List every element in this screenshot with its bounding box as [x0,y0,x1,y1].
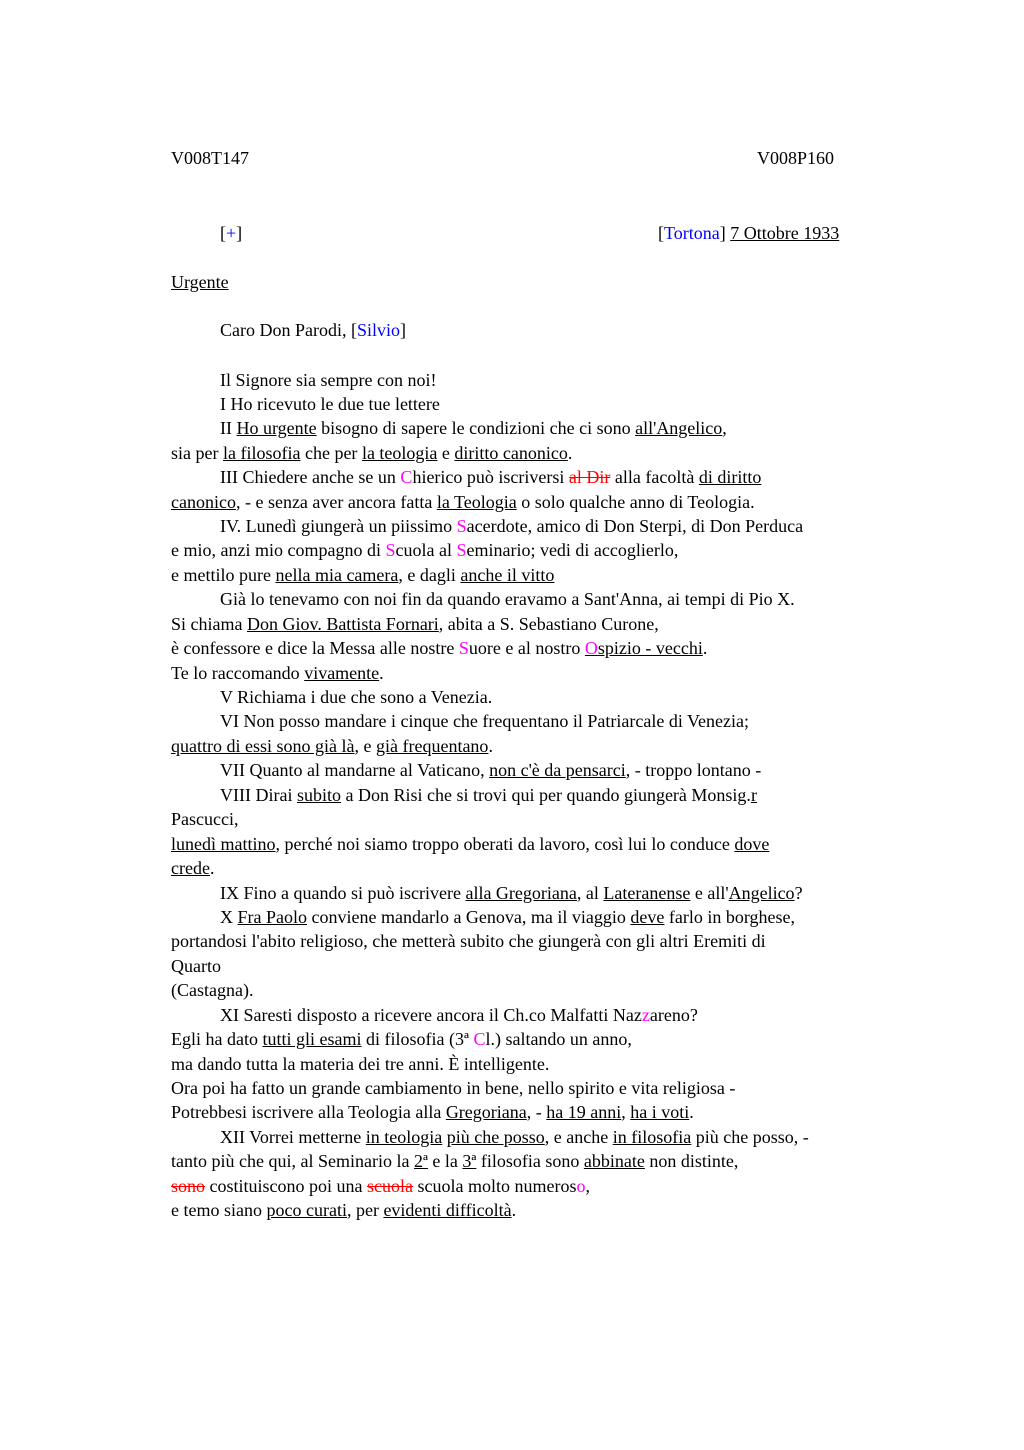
text-run: , e dagli [398,565,461,585]
body-line [171,734,493,758]
inserted-letter: S [456,540,467,560]
text-run: che per [300,443,362,463]
text-run: di filosofia (3ª [361,1029,474,1049]
text-run: , - [526,1102,547,1122]
text-run: Te lo raccomando [171,663,305,683]
body-line [171,636,707,660]
body-line [220,1125,809,1149]
text-run: e mettilo pure [171,565,276,585]
text-run: , al [576,883,604,903]
underlined-run: vivamente [304,663,380,683]
body-line [171,538,678,562]
underlined-run: anche il vitto [460,565,555,585]
underlined-run: Don Giov. Battista Fornari [246,614,439,634]
underlined-run: non c'è da pensarci [489,760,626,780]
urgent-note: Urgente [171,272,229,292]
text-run: . [702,638,708,658]
body-line [171,441,572,465]
deleted-text: sono [171,1176,206,1196]
underlined-run: all'Angelico [635,418,723,438]
text-run: e all' [690,883,729,903]
body-line [171,1198,516,1222]
text-run: , - e senza aver ancora fatta [235,492,437,512]
inserted-letter: S [385,540,396,560]
body-line [220,514,803,538]
text-run: III Chiedere anche se un [220,467,401,487]
underlined-run: Fra Paolo [237,907,307,927]
body-line [171,856,214,880]
text-run: uore e al nostro [468,638,585,658]
text-run: . [689,1102,694,1122]
text-run: è confessore e dice la Messa alle nostre [171,638,459,658]
body-line [171,563,554,587]
text-run: costituiscono poi una [205,1176,367,1196]
text-run: , - troppo lontano - [625,760,762,780]
text-run: e mio, anzi mio compagno di [171,540,386,560]
underlined-run: Ho urgente [236,418,317,438]
text-run: farlo in borghese, [664,907,796,927]
text-run: tanto più che qui, al Seminario la [171,1151,414,1171]
body-line [171,1100,694,1124]
text-run: eminario; vedi di accoglierlo, [466,540,679,560]
body-line: ma dando tutta la materia dei tre anni. È intelligente. [171,1054,550,1074]
underlined-run: 2ª [413,1151,428,1171]
body-line [220,783,757,807]
underlined-run: la Teologia [436,492,517,512]
text-run: più che posso, - [691,1127,809,1147]
body-line: portandosi l'abito religioso, che metterà subito che giungerà con gli altri Eremiti di [171,931,766,951]
text-run: , [722,418,727,438]
text-run: , [585,1176,590,1196]
body-line: I Ho ricevuto le due tue lettere [220,394,440,414]
inserted-letter: S [458,638,469,658]
underlined-run: ha i voti [630,1102,690,1122]
underlined-run: Gregoriana [445,1102,527,1122]
dateline: [Tortona] 7 Ottobre 1933 [658,223,840,243]
text-run: XI Saresti disposto a ricevere ancora il Ch.co Malfatti Naz [220,1005,642,1025]
salutation-text: Caro Don Parodi, [220,320,351,340]
underlined-run: diritto canonico [454,443,568,463]
text-run: . [488,736,493,756]
dateline-place: Tortona [664,223,720,243]
underlined-run: tutti gli esami [262,1029,362,1049]
text-run: a Don Risi che si trovi qui per quando giungerà Monsig. [340,785,751,805]
inserted-letter: O [584,638,598,658]
body-line [171,490,755,514]
salutation: Caro Don Parodi, [Silvio] [220,320,406,340]
underlined-run: spizio - vecchi [597,638,703,658]
archive-code-right: V008P160 [757,148,835,168]
body-line: Il Signore sia sempre con noi! [220,370,437,390]
text-run: IX Fino a quando si può iscrivere [220,883,466,903]
underlined-run: in teologia [365,1127,443,1147]
archive-code-left: V008T147 [171,148,249,168]
underlined-run: la filosofia [222,443,301,463]
body-line [220,758,761,782]
body-line [220,1003,698,1027]
text-run: Potrebbesi iscrivere alla Teologia alla [171,1102,446,1122]
deleted-text: al Dir [568,467,611,487]
text-run: XII Vorrei metterne [220,1127,366,1147]
body-line [171,832,769,856]
text-run: II [220,418,237,438]
body-line: Ora poi ha fatto un grande cambiamento in bene, nello spirito e vita religiosa - [171,1078,736,1098]
body-line: VI Non posso mandare i cinque che frequentano il Patriarcale di Venezia; [220,711,749,731]
body-line: Pascucci, [171,809,239,829]
underlined-run: 3ª [462,1151,477,1171]
text-run: , per [346,1200,384,1220]
salutation-name: Silvio [356,320,400,340]
underlined-run: nella mia camera [275,565,399,585]
text-run: l.) saltando un anno, [485,1029,632,1049]
text-run: sia per [171,443,223,463]
text-run: . [567,443,573,463]
body-line [171,1174,590,1198]
text-run: , abita a S. Sebastiano Curone, [438,614,659,634]
text-run: bisogno di sapere le condizioni che ci sono [316,418,636,438]
text-run: X [220,907,238,927]
text-run: conviene mandarlo a Genova, ma il viaggio [307,907,631,927]
text-run: , [621,1102,631,1122]
underlined-run: in filosofia [612,1127,692,1147]
underlined-run: poco curati [266,1200,347,1220]
text-run: scuola molto numeros [412,1176,577,1196]
deleted-text: scuola [367,1176,413,1196]
underlined-run: alla Gregoriana [465,883,577,903]
text-run: e [437,443,455,463]
text-run: , e anche [544,1127,613,1147]
underlined-run: dove [734,834,770,854]
underlined-run: di diritto [698,467,762,487]
underlined-run: la teologia [361,443,438,463]
inserted-letter: C [400,467,413,487]
body-line [220,905,795,929]
text-run: e la [427,1151,463,1171]
body-line [220,416,727,440]
text-run: . [511,1200,517,1220]
underlined-run: crede [171,858,210,878]
text-run: o solo qualche anno di Teologia. [516,492,755,512]
underlined-run: ha 19 anni [546,1102,622,1122]
body-line [220,465,761,489]
text-run: VII Quanto al mandarne al Vaticano, [220,760,490,780]
underlined-run: r [750,785,757,805]
text-run: filosofia sono [476,1151,584,1171]
underlined-run: quattro di essi sono già là [171,736,355,756]
underlined-run: abbinate [583,1151,645,1171]
text-run: non distinte, [644,1151,739,1171]
inserted-letter: C [473,1029,486,1049]
text-run: ? [794,883,803,903]
editorial-mark-text: + [226,223,237,243]
text-run: , e [354,736,376,756]
underlined-run: evidenti difficoltà [383,1200,512,1220]
text-run: e temo siano [171,1200,267,1220]
underlined-run: lunedì mattino [171,834,276,854]
text-run: . [379,663,384,683]
text-run: , perché noi siamo troppo oberati da lavoro, così lui lo conduce [275,834,735,854]
text-run: alla facoltà [610,467,699,487]
text-run: cuola al [395,540,457,560]
inserted-letter: o [576,1176,586,1196]
inserted-letter: z [641,1005,650,1025]
dateline-date: 7 Ottobre 1933 [730,223,840,243]
body-line: Quarto [171,956,221,976]
body-line [171,661,384,685]
inserted-letter: S [456,516,467,536]
body-line: V Richiama i due che sono a Venezia. [220,687,493,707]
underlined-run: Lateranense [603,883,691,903]
body-line: (Castagna). [171,980,254,1000]
underlined-run: più che posso [446,1127,545,1147]
text-run: Egli ha dato [171,1029,263,1049]
body-line [220,881,803,905]
text-run: IV. Lunedì giungerà un piissimo [220,516,457,536]
body-line [171,1027,632,1051]
underlined-run: subito [296,785,341,805]
underlined-run: già frequentano [375,736,489,756]
editorial-mark: [+] [220,223,243,243]
text-run: Si chiama [171,614,247,634]
text-run: hierico può iscriversi [412,467,569,487]
body-line [171,1149,738,1173]
underlined-run: deve [630,907,665,927]
text-run: acerdote, amico di Don Sterpi, di Don Perduca [466,516,804,536]
body-line [171,612,659,636]
text-run: areno? [649,1005,698,1025]
text-run: . [209,858,215,878]
body-line: Già lo tenevamo con noi fin da quando eravamo a Sant'Anna, ai tempi di Pio X. [220,589,795,609]
underlined-run: Angelico [728,883,795,903]
text-run: VIII Dirai [220,785,297,805]
underlined-run: canonico [171,492,236,512]
